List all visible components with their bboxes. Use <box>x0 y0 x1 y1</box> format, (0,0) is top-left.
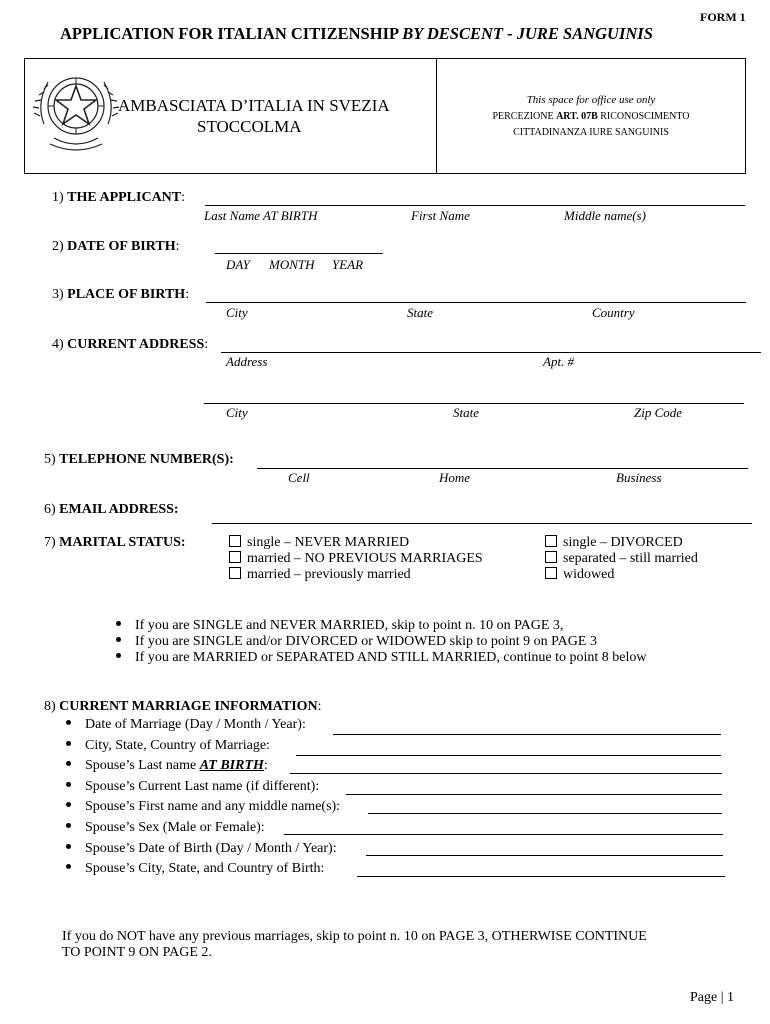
marital-num: 7) <box>44 535 60 550</box>
applicant-label-text: THE APPLICANT <box>67 190 182 205</box>
applicant-sub-middle: Middle name(s) <box>564 208 646 223</box>
instruction-item <box>116 650 647 666</box>
instruction-item <box>116 634 647 650</box>
bullet-icon <box>66 844 71 849</box>
address-label <box>52 337 208 353</box>
footer-note-line2: TO POINT 9 ON PAGE 2. <box>62 945 212 960</box>
form-number: FORM 1 <box>700 10 746 24</box>
address-label-text: CURRENT ADDRESS <box>67 337 205 352</box>
dob-label <box>52 239 179 255</box>
office-use-line2 <box>436 111 746 122</box>
address-colon: : <box>204 337 209 352</box>
dob-num: 2) <box>52 239 68 254</box>
marriage-colon: : <box>317 699 322 714</box>
address-num: 4) <box>52 337 68 352</box>
address-sub-city: City <box>226 405 248 420</box>
bullet-icon <box>66 782 71 787</box>
applicant-sub-lastname: Last Name AT BIRTH <box>204 208 318 223</box>
checkbox-icon[interactable] <box>229 535 241 547</box>
bullet-icon <box>66 741 71 746</box>
checkbox-icon[interactable] <box>545 535 557 547</box>
phone-sub-home: Home <box>439 470 471 485</box>
instruction-text: If you are SINGLE and/or DIVORCED or WIDOWED skip to point 9 on PAGE 3 <box>135 634 597 649</box>
marriage-item-spouse-lastname <box>66 758 268 774</box>
pob-colon: : <box>185 287 190 302</box>
dob-label-text: DATE OF BIRTH <box>67 239 176 254</box>
phone-label <box>44 452 234 468</box>
marriage-item-spouse-dob <box>66 841 337 857</box>
bullet-icon <box>116 653 121 658</box>
option-never-married[interactable] <box>229 535 483 551</box>
bullet-icon <box>66 864 71 869</box>
footer-note-line1: If you do NOT have any previous marriages, skip to point n. 10 on PAGE 3, OTHERWISE CONTINUE <box>62 929 647 944</box>
dob-sub-day: DAY <box>226 257 250 272</box>
title-italic: BY DESCENT - JURE SANGUINIS <box>402 24 653 43</box>
phone-sub-business: Business <box>616 470 662 485</box>
option-divorced[interactable] <box>545 535 698 551</box>
bullet-icon <box>116 621 121 626</box>
marriage-num: 8) <box>44 699 60 714</box>
email-num: 6) <box>44 502 60 517</box>
bullet-icon <box>66 720 71 725</box>
instruction-text: If you are SINGLE and NEVER MARRIED, skip to point n. 10 on PAGE 3, <box>135 618 564 633</box>
option-label: single – NEVER MARRIED <box>247 535 410 550</box>
pob-line[interactable] <box>206 302 746 303</box>
spouse-firstname-line[interactable] <box>368 813 722 814</box>
spouse-dob-line[interactable] <box>366 855 723 856</box>
marriage-heading-text: CURRENT MARRIAGE INFORMATION <box>59 699 318 714</box>
dob-colon: : <box>175 239 180 254</box>
phone-num: 5) <box>44 452 60 467</box>
dob-sub-month: MONTH <box>269 257 315 272</box>
address-sub-zip: Zip Code <box>634 405 683 420</box>
option-label: separated – still married <box>563 551 698 566</box>
spouse-lastname-line[interactable] <box>290 773 722 774</box>
marriage-item-label: Date of Marriage (Day / Month / Year): <box>85 717 306 732</box>
marriage-item-label: Spouse’s City, State, and Country of Birth: <box>85 861 325 876</box>
marriage-item-label: Spouse’s Current Last name (if different): <box>85 779 320 794</box>
address-line-1[interactable] <box>221 352 761 353</box>
marriage-heading <box>44 699 322 715</box>
address-line-2[interactable] <box>204 403 744 404</box>
marriage-item-spouse-birthplace <box>66 861 324 877</box>
checkbox-icon[interactable] <box>545 567 557 579</box>
italian-emblem-icon <box>30 64 122 164</box>
address-sub-address: Address <box>226 354 268 369</box>
option-label: widowed <box>563 567 615 582</box>
pob-sub-country: Country <box>592 305 635 320</box>
bullet-icon <box>66 823 71 828</box>
office-use-label: This space for office use only <box>526 94 656 106</box>
dob-sub-year: YEAR <box>332 257 364 272</box>
spouse-current-lastname-line[interactable] <box>346 794 722 795</box>
phone-line[interactable] <box>257 468 748 469</box>
email-label <box>44 502 179 518</box>
office-line2-pre: PERCEZIONE <box>492 111 557 122</box>
page-number: Page | 1 <box>690 990 735 1005</box>
option-married-no-previous[interactable] <box>229 551 483 567</box>
spouse-sex-line[interactable] <box>284 834 723 835</box>
marriage-item-spouse-sex <box>66 820 265 836</box>
marital-label-text: MARITAL STATUS: <box>59 535 186 550</box>
checkbox-icon[interactable] <box>545 551 557 563</box>
marriage-item-spouse-current-lastname <box>66 779 319 795</box>
marriage-item-label: Spouse’s Sex (Male or Female): <box>85 820 265 835</box>
at-birth-emphasis: AT BIRTH <box>199 758 264 773</box>
pob-sub-state: State <box>407 305 433 320</box>
pob-label <box>52 287 189 303</box>
pob-sub-city: City <box>226 305 248 320</box>
applicant-name-line[interactable] <box>205 205 745 206</box>
marriage-item-place <box>66 738 270 754</box>
option-widowed[interactable] <box>545 567 698 583</box>
checkbox-icon[interactable] <box>229 551 241 563</box>
embassy-name: AMBASCIATA D’ITALIA IN SVEZIA <box>118 96 390 115</box>
at-birth-colon: : <box>263 758 268 773</box>
applicant-label <box>52 190 185 206</box>
marriage-item-label: City, State, Country of Marriage: <box>85 738 270 753</box>
office-use-area <box>436 58 746 174</box>
email-line[interactable] <box>212 523 752 524</box>
address-sub-state: State <box>453 405 479 420</box>
embassy-city: STOCCOLMA <box>197 117 302 136</box>
marriage-item-label: Spouse’s First name and any middle name(s): <box>85 799 341 814</box>
pob-label-text: PLACE OF BIRTH <box>67 287 186 302</box>
marriage-item-label: Spouse’s Date of Birth (Day / Month / Year): <box>85 841 337 856</box>
bullet-icon <box>66 761 71 766</box>
office-line2-post: RICONOSCIMENTO <box>597 111 690 122</box>
applicant-num: 1) <box>52 190 68 205</box>
option-label: married – previously married <box>247 567 411 582</box>
title-main: APPLICATION FOR ITALIAN CITIZENSHIP <box>60 24 403 43</box>
email-label-text: EMAIL ADDRESS: <box>59 502 179 517</box>
option-separated[interactable] <box>545 551 698 567</box>
instruction-item <box>116 618 647 634</box>
checkbox-icon[interactable] <box>229 567 241 579</box>
pob-num: 3) <box>52 287 68 302</box>
marriage-date-line[interactable] <box>333 734 721 735</box>
marriage-item-spouse-firstname <box>66 799 340 815</box>
marriage-item-label: Spouse’s Last name <box>85 758 200 773</box>
applicant-sub-firstname: First Name <box>411 208 470 223</box>
address-sub-apt: Apt. # <box>543 354 575 369</box>
bullet-icon <box>66 802 71 807</box>
marital-options-left <box>229 535 483 583</box>
phone-sub-cell: Cell <box>288 470 310 485</box>
marital-options-right <box>545 535 698 583</box>
office-line2-bold: ART. 07B <box>556 111 598 122</box>
page-title <box>60 24 653 44</box>
marriage-place-line[interactable] <box>296 755 721 756</box>
spouse-birthplace-line[interactable] <box>357 876 725 877</box>
phone-label-text: TELEPHONE NUMBER(S): <box>59 452 234 467</box>
option-label: single – DIVORCED <box>563 535 683 550</box>
instructions-list <box>116 618 647 666</box>
marital-label <box>44 535 186 551</box>
marriage-item-date <box>66 717 306 733</box>
dob-line[interactable] <box>215 253 383 254</box>
office-use-line3: CITTADINANZA IURE SANGUINIS <box>513 127 669 138</box>
option-married-previously[interactable] <box>229 567 483 583</box>
applicant-colon: : <box>181 190 186 205</box>
option-label: married – NO PREVIOUS MARRIAGES <box>247 551 483 566</box>
instruction-text: If you are MARRIED or SEPARATED AND STILL MARRIED, continue to point 8 below <box>135 650 647 665</box>
bullet-icon <box>116 637 121 642</box>
